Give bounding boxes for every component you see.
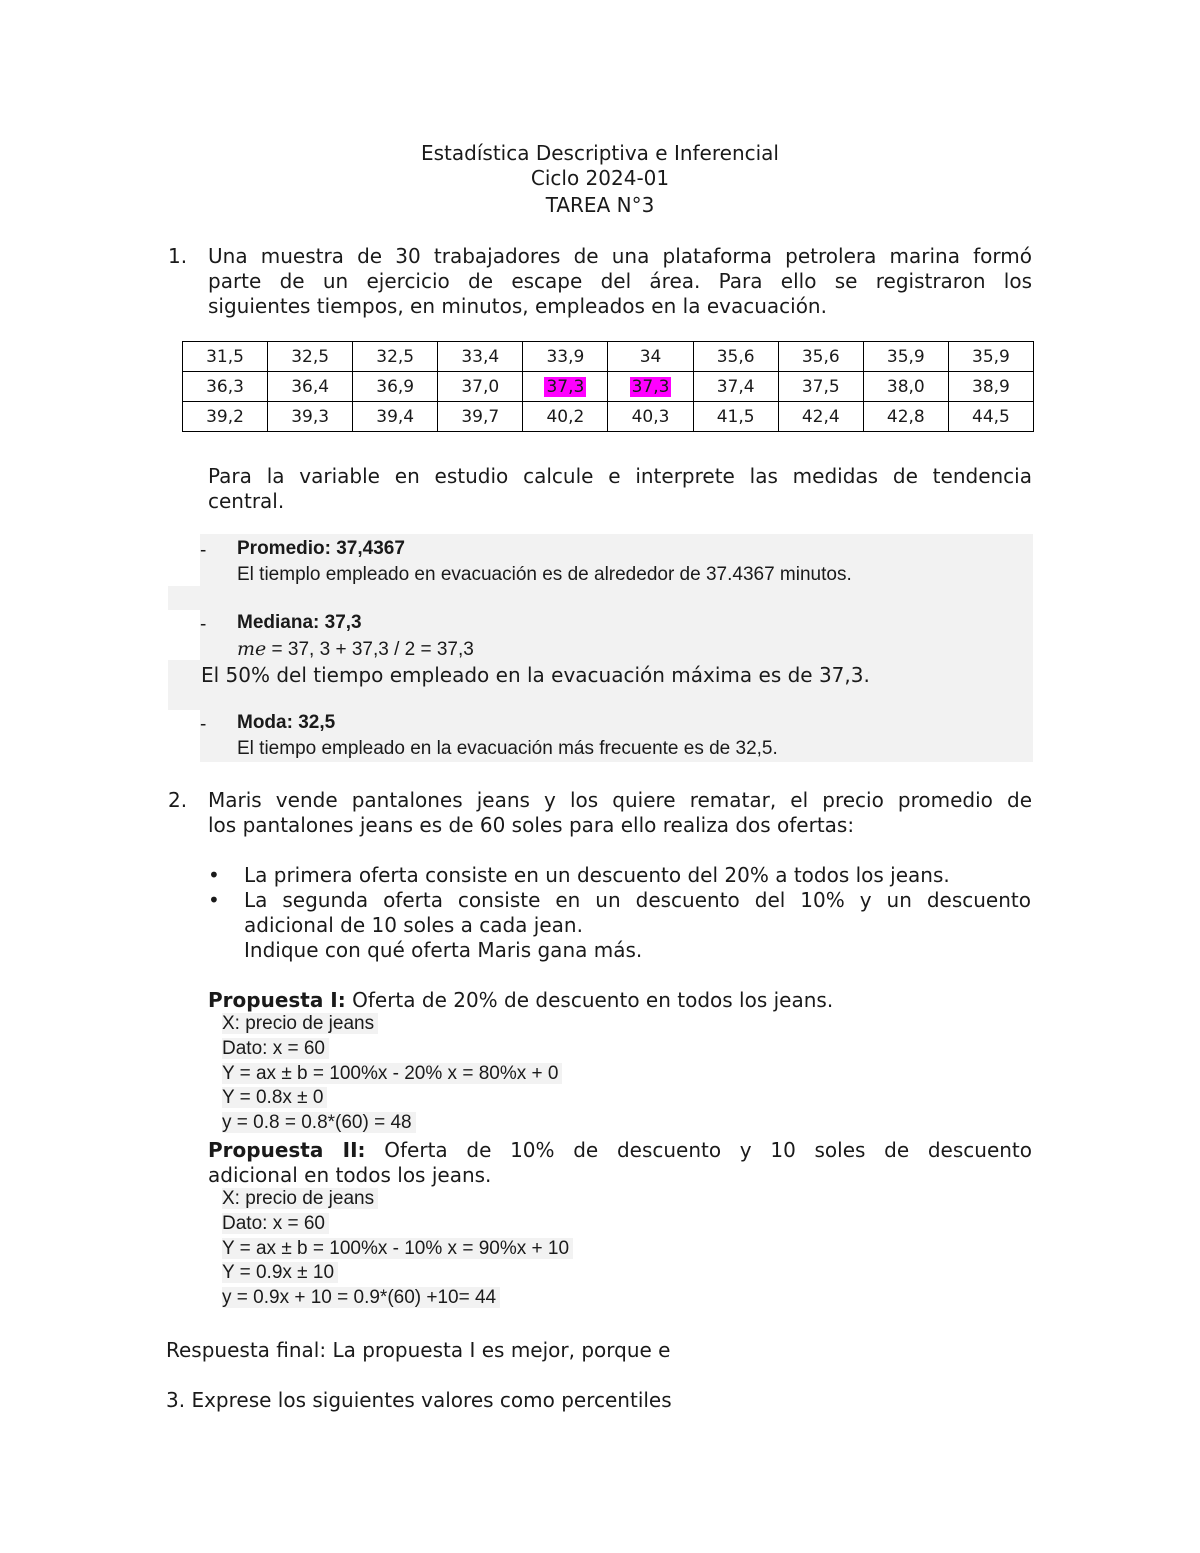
table-cell: 35,9: [948, 342, 1033, 372]
table-cell: 42,8: [863, 402, 948, 432]
median-formula-text: = 37, 3 + 37,3 / 2 = 37,3: [266, 639, 474, 660]
proposal-1-line: X: precio de jeans: [222, 1013, 378, 1035]
mode-title: Moda: 32,5: [237, 712, 336, 733]
final-answer: Respuesta final: La propuesta I es mejor, porque e: [166, 1338, 671, 1362]
table-cell: 35,6: [778, 342, 863, 372]
table-cell: [608, 372, 693, 402]
table-cell: 35,6: [693, 342, 778, 372]
answer-shade: [168, 586, 1033, 610]
question-1-line: siguientes tiempos, en minutos, empleados en la evacuación.: [208, 294, 827, 318]
mean-interpretation: El tiemplo empleado en evacuación es de alrededor de 37.4367 minutos.: [237, 564, 852, 585]
table-cell: 39,4: [353, 402, 438, 432]
median-symbol: me: [237, 638, 267, 660]
proposal-1-line: Dato: x = 60: [222, 1038, 329, 1060]
question-3: 3. Exprese los siguientes valores como percentiles: [166, 1388, 672, 1412]
proposal-1-line: Y = ax ± b = 100%x - 20% x = 80%x + 0: [222, 1063, 562, 1085]
table-cell: 36,3: [183, 372, 268, 402]
mean-title: Promedio: 37,4367: [237, 538, 405, 559]
table-cell: 38,0: [863, 372, 948, 402]
question-1-line: Una muestra de 30 trabajadores de una plataforma petrolera marina formó: [208, 244, 1032, 268]
dash-bullet: -: [200, 540, 207, 561]
instruction-line: Para la variable en estudio calcule e interprete las medidas de tendencia: [208, 464, 1032, 488]
table-cell: 40,3: [608, 402, 693, 432]
mode-interpretation: El tiempo empleado en la evacuación más frecuente es de 32,5.: [237, 738, 778, 759]
proposal-2-label: Propuesta II:: [208, 1138, 366, 1162]
table-cell: 42,4: [778, 402, 863, 432]
median-formula: [237, 638, 474, 661]
table-row: [183, 372, 1034, 402]
table-cell: 35,9: [863, 342, 948, 372]
proposal-2: [208, 1138, 1032, 1162]
table-cell: 37,0: [438, 372, 523, 402]
table-cell: 31,5: [183, 342, 268, 372]
proposal-1-text: Oferta de 20% de descuento en todos los jeans.: [345, 988, 834, 1012]
proposal-1-label: Propuesta I:: [208, 988, 346, 1012]
proposal-2-line: Y = ax ± b = 100%x - 10% x = 90%x + 10: [222, 1238, 573, 1260]
table-cell: [523, 372, 608, 402]
proposal-2-line: Dato: x = 60: [222, 1213, 329, 1235]
question-2-line: los pantalones jeans es de 60 soles para ello realiza dos ofertas:: [208, 813, 855, 837]
proposal-2-cont: adicional en todos los jeans.: [208, 1163, 492, 1187]
bullet-marker: •: [208, 863, 220, 887]
highlighted-value: 37,3: [546, 376, 585, 397]
data-table: [182, 341, 1034, 432]
table-cell: 38,9: [948, 372, 1033, 402]
offer-2-cont: adicional de 10 soles a cada jean.: [244, 913, 583, 937]
dash-bullet: -: [200, 714, 207, 735]
median-interpretation: El 50% del tiempo empleado en la evacuación máxima es de 37,3.: [201, 663, 870, 687]
proposal-2-text: Oferta de 10% de descuento y 10 soles de descuento: [365, 1138, 1033, 1162]
task-label: TAREA N°3: [545, 193, 655, 217]
table-cell: 39,3: [268, 402, 353, 432]
offer-1: La primera oferta consiste en un descuento del 20% a todos los jeans.: [244, 863, 950, 887]
proposal-2-line: X: precio de jeans: [222, 1188, 378, 1210]
dash-bullet: -: [200, 614, 207, 635]
cycle-label: Ciclo 2024-01: [530, 166, 670, 190]
proposal-2-line: y = 0.9x + 10 = 0.9*(60) +10= 44: [222, 1287, 500, 1309]
proposal-1: [208, 988, 833, 1012]
table-cell: 32,5: [353, 342, 438, 372]
table-row: [183, 342, 1034, 372]
table-cell: 32,5: [268, 342, 353, 372]
table-cell: 39,7: [438, 402, 523, 432]
table-cell: 37,5: [778, 372, 863, 402]
highlighted-value: 37,3: [631, 376, 670, 397]
table-cell: 37,4: [693, 372, 778, 402]
proposal-2-line: Y = 0.9x ± 10: [222, 1262, 338, 1284]
question-1-line: parte de un ejercicio de escape del área. Para ello se registraron los: [208, 269, 1032, 293]
table-cell: 39,2: [183, 402, 268, 432]
question-2-number: 2.: [168, 788, 188, 812]
table-cell: 36,4: [268, 372, 353, 402]
document-title: Estadística Descriptiva e Inferencial: [421, 141, 779, 165]
table-cell: 33,9: [523, 342, 608, 372]
table-cell: 36,9: [353, 372, 438, 402]
table-cell: 41,5: [693, 402, 778, 432]
table-cell: 40,2: [523, 402, 608, 432]
question-1-number: 1.: [168, 244, 188, 268]
instruction-line: central.: [208, 489, 285, 513]
offer-2: La segunda oferta consiste en un descuento del 10% y un descuento: [244, 888, 1031, 912]
table-cell: 44,5: [948, 402, 1033, 432]
proposal-1-line: Y = 0.8x ± 0: [222, 1087, 327, 1109]
question-2-line: Maris vende pantalones jeans y los quiere rematar, el precio promedio de: [208, 788, 1032, 812]
table-row: [183, 402, 1034, 432]
table-cell: 33,4: [438, 342, 523, 372]
question-prompt: Indique con qué oferta Maris gana más.: [244, 938, 643, 962]
proposal-1-line: y = 0.8 = 0.8*(60) = 48: [222, 1112, 416, 1134]
bullet-marker: •: [208, 888, 220, 912]
median-title: Mediana: 37,3: [237, 612, 362, 633]
table-cell: 34: [608, 342, 693, 372]
